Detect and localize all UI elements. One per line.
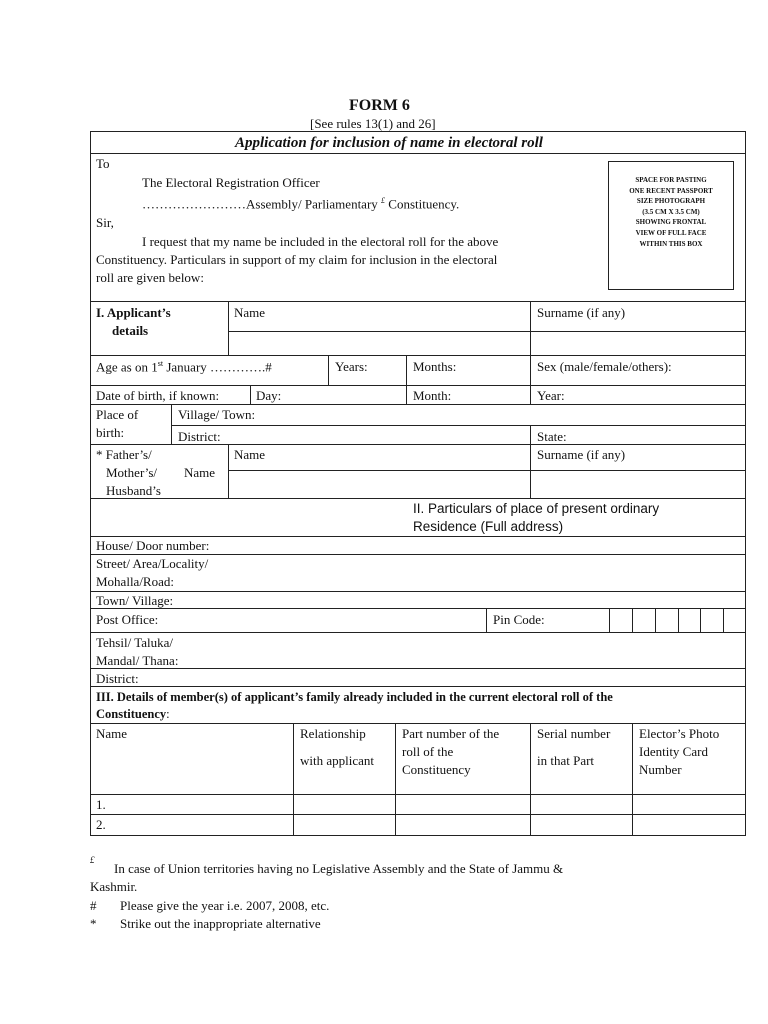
relative-surname-label: Surname (if any) [537, 447, 626, 462]
name-label: Name [234, 305, 266, 320]
address-district-label: District: [96, 671, 139, 686]
relation-label-1: * Father’s/ [96, 447, 152, 462]
col-epic-header: Elector’s Photo [639, 726, 720, 741]
col-serial-header: Serial number [537, 726, 611, 741]
town-label: Town/ Village: [96, 593, 174, 608]
sex-label: Sex (male/female/others): [537, 359, 672, 374]
col-name-header: Name [96, 726, 128, 741]
section-1-heading: I. Applicant’s [96, 305, 171, 320]
street-label: Street/ Area/Locality/ [96, 556, 209, 571]
footnote-1: In case of Union territories having no Legislative Assembly and the State of Jammu & [114, 861, 564, 876]
section-3-heading: III. Details of member(s) of applicant’s family already included in the current electoral roll of the [96, 690, 613, 704]
col-epic-header-3: Number [639, 762, 682, 777]
months-label: Months: [413, 359, 457, 374]
relative-name-field[interactable] [229, 471, 529, 497]
constituency-type: Assembly/ Parliamentary [246, 196, 378, 212]
surname-label: Surname (if any) [537, 305, 626, 320]
footnote-2: Please give the year i.e. 2007, 2008, etc. [120, 898, 330, 913]
request-line-2: Constituency. Particulars in support of my claim for inclusion in the electoral [96, 252, 498, 267]
photo-box[interactable] [608, 161, 734, 290]
col-relationship-header-2: with applicant [300, 753, 375, 768]
section-3-heading-2: Constituency: [96, 707, 170, 721]
col-epic-header-2: Identity Card [639, 744, 708, 759]
officer-line: The Electoral Registration Officer [142, 175, 320, 190]
post-office-label: Post Office: [96, 612, 159, 627]
footnote-mark-pound: £ [381, 196, 386, 205]
day-label: Day: [256, 388, 282, 403]
place-of-birth-label: Place of [96, 407, 139, 422]
col-relationship-header: Relationship [300, 726, 366, 741]
relation-name-word: Name [184, 465, 216, 480]
section-1-heading-2: details [112, 323, 149, 338]
footnote-3: Strike out the inappropriate alternative [120, 916, 321, 931]
relation-label-3: Husband’s [106, 483, 161, 498]
years-label: Years: [335, 359, 368, 374]
constituency-dots: …………………… [142, 196, 246, 212]
house-label: House/ Door number: [96, 538, 210, 553]
footnote-pound-mark: £ [90, 855, 95, 865]
state-label: State: [537, 429, 567, 444]
salutation: Sir, [96, 215, 114, 230]
year-label: Year: [537, 388, 565, 403]
table-row-2-index: 2. [96, 817, 106, 832]
section-2-heading-2: Residence (Full address) [413, 519, 564, 534]
request-line-3: roll are given below: [96, 270, 204, 285]
constituency-line [142, 196, 459, 212]
form-subject: Application for inclusion of name in electoral roll [235, 135, 543, 151]
col-part-header-3: Constituency [402, 762, 471, 777]
constituency-word: Constituency. [388, 196, 460, 212]
col-serial-header-2: in that Part [537, 753, 595, 768]
tehsil-label: Tehsil/ Taluka/ [96, 635, 174, 650]
applicant-surname-field[interactable] [531, 332, 744, 354]
tehsil-label-2: Mandal/ Thana: [96, 653, 179, 668]
photo-instructions: SPACE FOR PASTING ONE RECENT PASSPORT SIZE PHOTOGRAPH (3.5 CM X 3.5 CM) SHOWING FRONTAL VIEW OF FULL FACE WITHIN THIS BOX [629, 176, 713, 248]
pin-code-label: Pin Code: [493, 612, 545, 627]
col-part-header-2: roll of the [402, 744, 454, 759]
form-title: FORM 6 [349, 97, 410, 114]
month-label: Month: [413, 388, 452, 403]
age-label: Age as on 1st January ………….# [96, 359, 272, 375]
dob-label: Date of birth, if known: [96, 388, 220, 403]
footnote-hash-mark: # [90, 898, 97, 913]
request-line-1: I request that my name be included in the electoral roll for the above [142, 234, 499, 249]
footnote-star-mark: * [90, 916, 97, 931]
to-label: To [96, 156, 110, 171]
relation-label-2: Mother’s/ [106, 465, 158, 480]
footnote-1-cont: Kashmir. [90, 879, 138, 894]
col-part-header: Part number of the [402, 726, 500, 741]
place-of-birth-label-2: birth: [96, 425, 125, 440]
section-2-heading: II. Particulars of place of present ordinary [413, 501, 660, 516]
rules-reference: [See rules 13(1) and 26] [310, 116, 436, 131]
street-label-2: Mohalla/Road: [96, 574, 174, 589]
applicant-name-field[interactable] [229, 332, 529, 354]
district-label: District: [178, 429, 221, 444]
relative-name-label: Name [234, 447, 266, 462]
village-label: Village/ Town: [178, 407, 256, 422]
relative-surname-field[interactable] [531, 471, 744, 497]
table-row-1-index: 1. [96, 797, 106, 812]
